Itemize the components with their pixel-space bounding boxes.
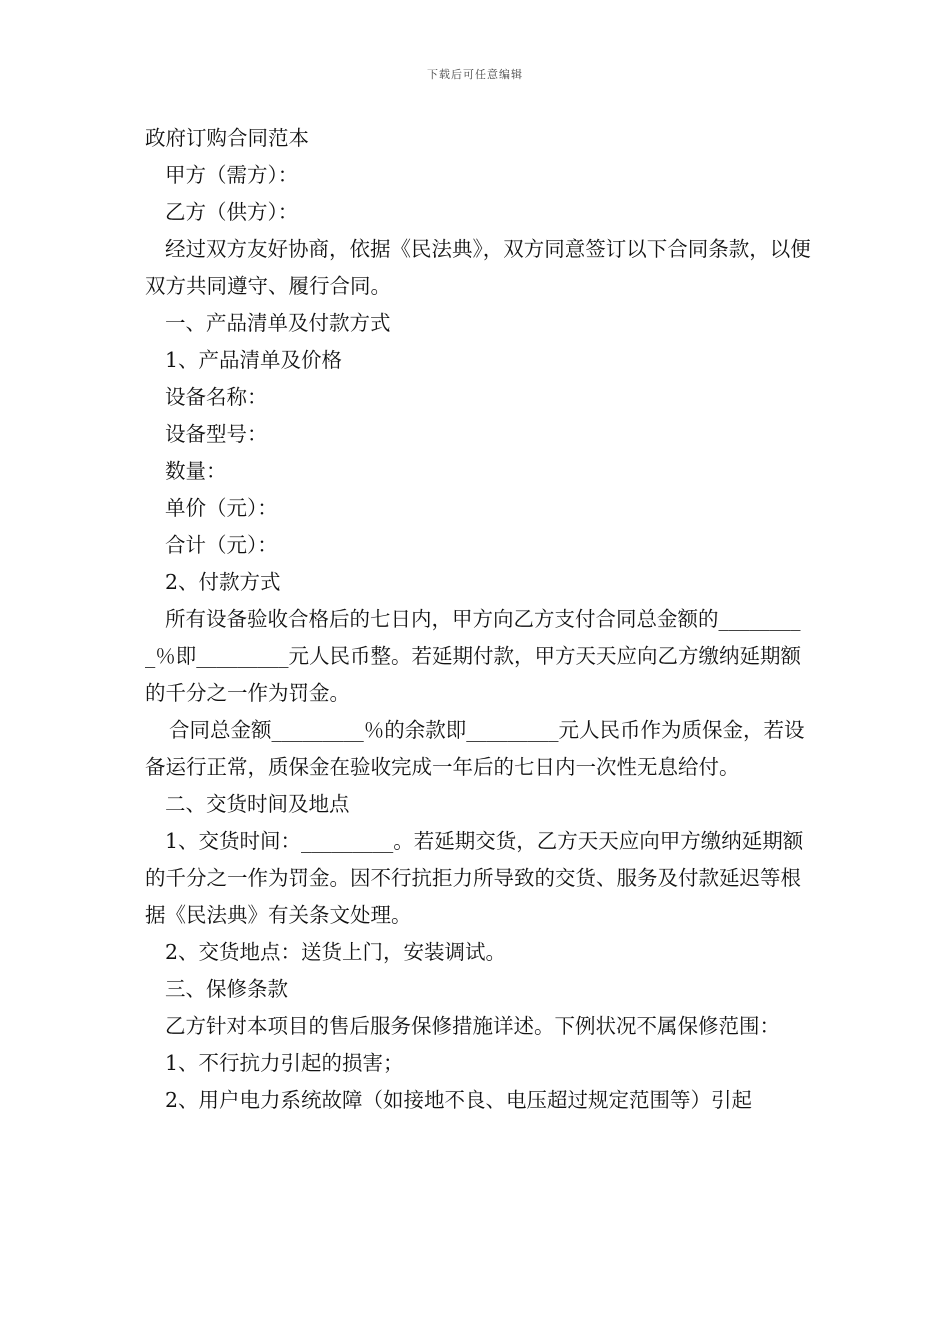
section-heading-2: 二、交货时间及地点 <box>165 792 350 816</box>
warranty-exclusion-1: 1、不行抗力引起的损害； <box>165 1051 404 1075</box>
subsection-heading-1-2: 2、付款方式 <box>165 570 281 594</box>
field-quantity: 数量： <box>165 459 227 483</box>
warranty-intro-paragraph: 乙方针对本项目的售后服务保修措施详述。下例状况不属保修范围： <box>165 1014 780 1038</box>
section-heading-1: 一、产品清单及付款方式 <box>165 311 391 335</box>
warranty-exclusion-2: 2、用户电力系统故障（如接地不良、电压超过规定范围等）引起 <box>165 1088 753 1112</box>
delivery-time-paragraph: 1、交货时间：_________。若延期交货，乙方天天应向甲方缴纳延期额的千分之一作为罚金。因不行抗拒力所导致的交货、服务及付款延迟等根据《民法典》有关条文处理。 <box>145 829 804 927</box>
page-header-note: 下载后可任意编辑 <box>427 68 523 81</box>
payment-paragraph: 所有设备验收合格后的七日内，甲方向乙方支付合同总金额的_________％即_________元人民币整。若延期付款，甲方天天应向乙方缴纳延期额的千分之一作为罚金。 <box>145 607 801 705</box>
party-a-line: 甲方（需方）： <box>165 163 299 187</box>
intro-paragraph: 经过双方友好协商，依据《民法典》，双方同意签订以下合同条款，以便双方共同遵守、履行合同。 <box>145 237 811 298</box>
document-body <box>145 120 817 1119</box>
field-unit-price: 单价（元）： <box>165 496 278 520</box>
party-b-line: 乙方（供方）： <box>165 200 299 224</box>
field-equipment-name: 设备名称： <box>165 385 268 409</box>
section-heading-3: 三、保修条款 <box>165 977 288 1001</box>
document-title: 政府订购合同范本 <box>145 126 309 150</box>
field-equipment-model: 设备型号： <box>165 422 268 446</box>
field-total: 合计（元）： <box>165 533 278 557</box>
warranty-deposit-paragraph: 合同总金额_________％的余款即_________元人民币作为质保金，若设备运行正常，质保金在验收完成一年后的七日内一次性无息给付。 <box>145 718 805 779</box>
subsection-heading-1-1: 1、产品清单及价格 <box>165 348 343 372</box>
delivery-location-paragraph: 2、交货地点：送货上门，安装调试。 <box>165 940 507 964</box>
